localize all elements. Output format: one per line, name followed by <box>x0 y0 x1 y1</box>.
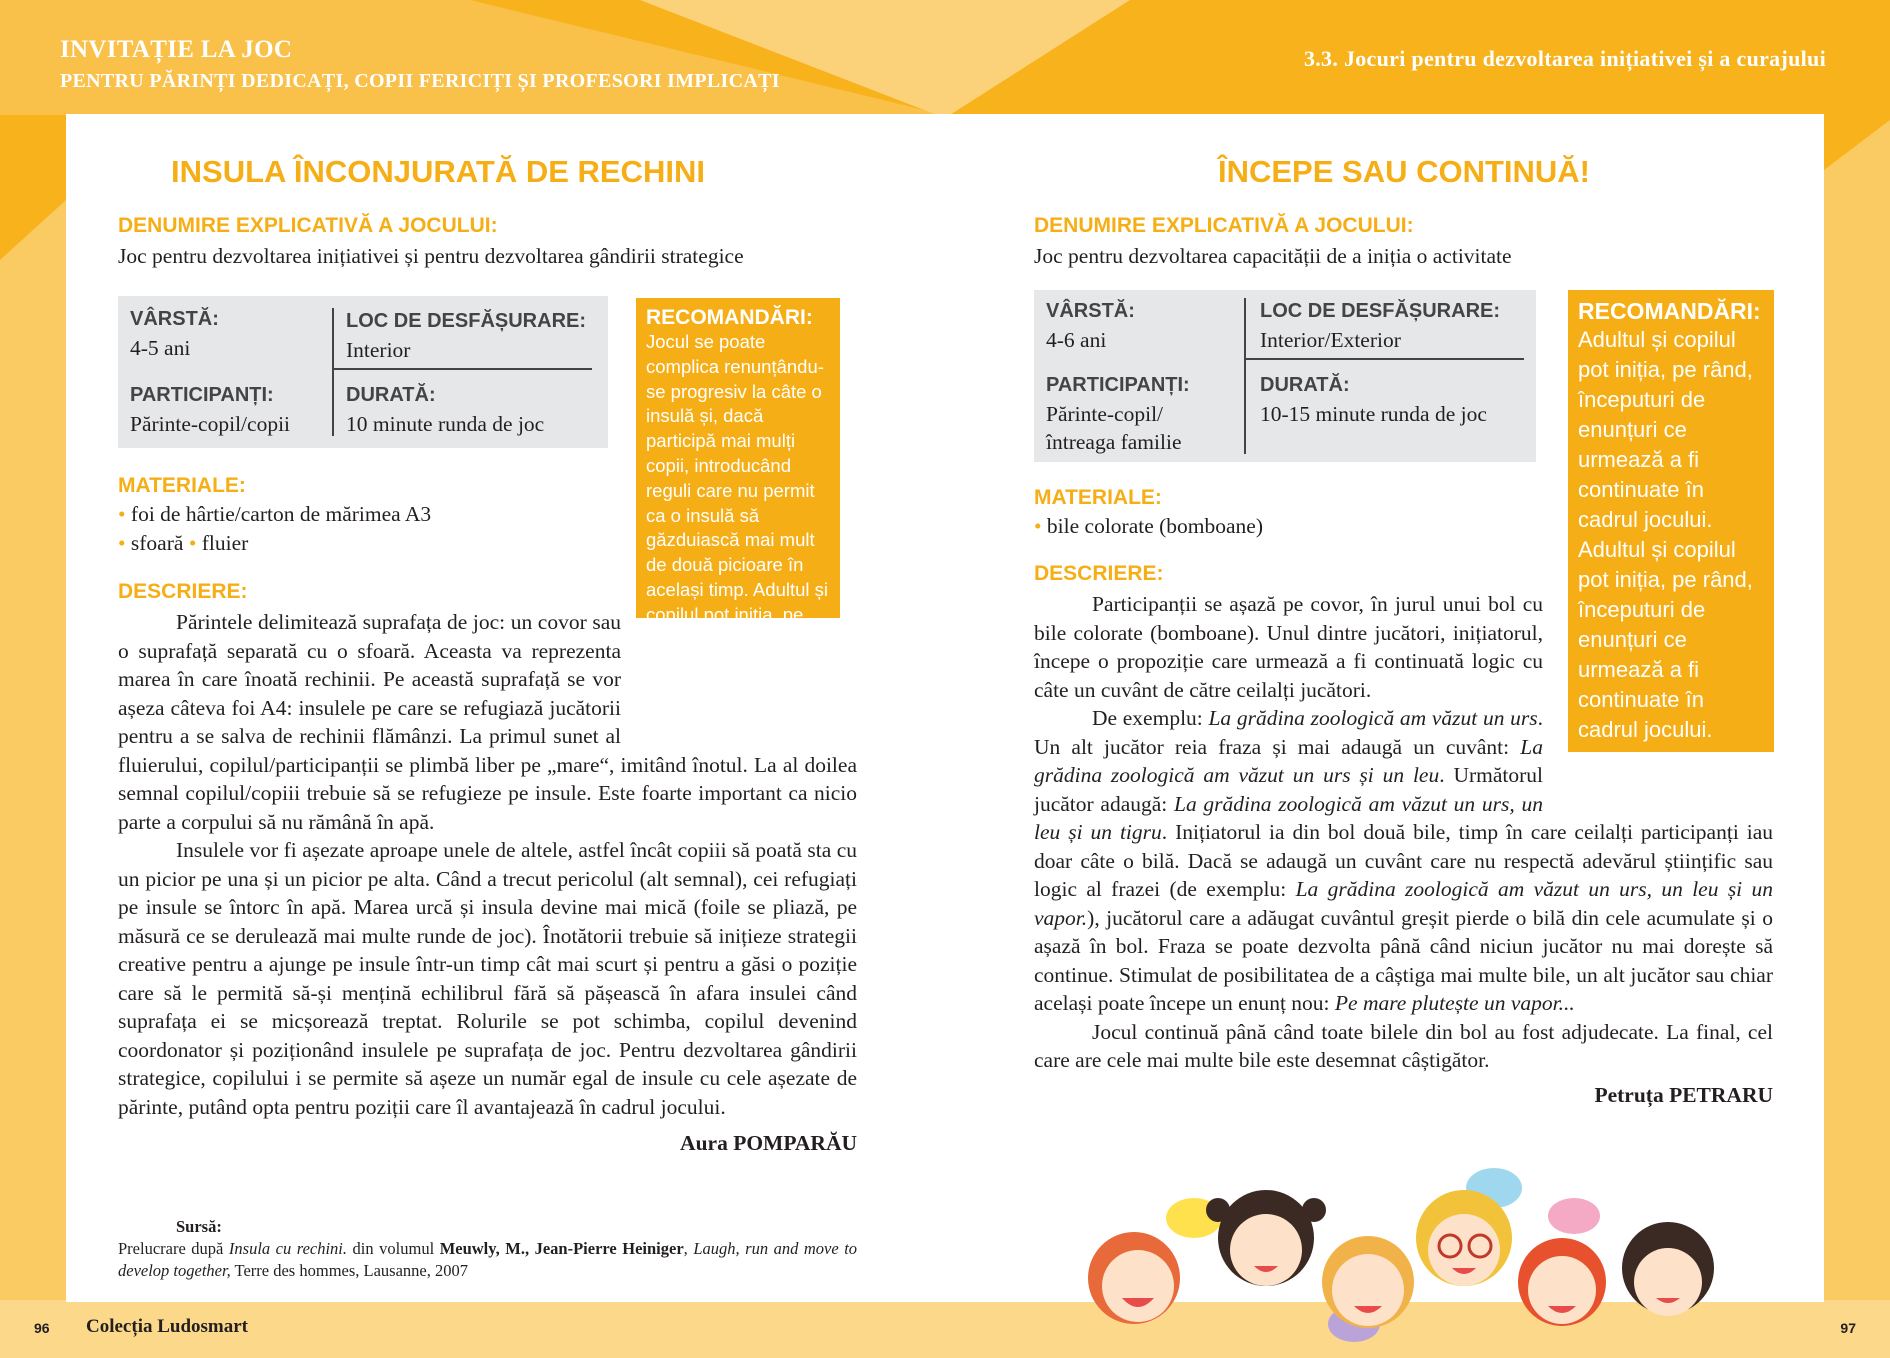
right-materials-list <box>1034 512 1263 541</box>
page-number-left: 96 <box>34 1320 50 1336</box>
right-desc-paragraph-3: Jocul continuă până când toate bilele din bol au fost adjudecate. La final, cel care are cele mai multe bile este desemnat câștigător. <box>1034 1019 1773 1072</box>
info-divider-horizontal <box>1244 358 1524 360</box>
material-item: • foi de hârtie/carton de mărimea A3 <box>118 502 432 526</box>
left-game-title: INSULA ÎNCONJURATĂ DE RECHINI <box>171 154 705 189</box>
child-face-icon <box>1416 1190 1512 1286</box>
material-item: • sfoară • fluier <box>118 530 249 555</box>
child-face-icon <box>1518 1238 1606 1326</box>
info-divider-vertical <box>1244 298 1246 454</box>
left-rec-text: Jocul se poate complica renunțându-se progresiv la câte o insulă și, dacă participă mai mulți copii, introducând reguli care nu permit ca o insulă să găzduiască mai mult de două picioare în același timp. Adultul și copilul pot iniția, pe rând, începuturi de enunțuri ce urmează a fi continuate în cadrul jocului. <box>646 331 831 724</box>
child-face-icon <box>1088 1232 1180 1324</box>
left-desc-paragraph-1: Părintele delimitează suprafața de joc: un covor sau o suprafață separată cu o sfoară. Aceasta va reprezenta marea în care înoată rechinii. Pe această suprafață se vor așeza câteva foi A4: insulele pe care se refugiază jucătorii pentru a se salva de rechinii flămânzi. La primul sunet al fluierului, copilul/participanții se plimbă liber pe „mare“, imitând înotul. La al doilea semnal copilul/copiii trebuie să se refugieze pe insule. Este foarte important ca nicio parte a corpului să nu rămână în apă. <box>118 610 857 834</box>
left-explain-heading: DENUMIRE EXPLICATIVĂ A JOCULUI: <box>118 214 498 237</box>
left-description <box>118 608 857 1158</box>
left-author: Aura POMPARĂU <box>680 1131 857 1155</box>
age-value: 4-5 ani <box>130 336 191 360</box>
left-description-heading: DESCRIERE: <box>118 580 248 603</box>
source-heading: Sursă: <box>176 1217 222 1236</box>
material-item: • bile colorate (bomboane) <box>1034 514 1264 538</box>
right-info-box <box>1034 290 1536 462</box>
age-value: 4-6 ani <box>1046 328 1107 352</box>
left-recommendations-box <box>636 298 840 724</box>
right-rec-text: Adultul și copilul pot iniția, pe rând, începuturi de enunțuri ce urmează a fi continuate în cadrul jocului. Adultul și copilul pot iniția, pe rând, începuturi de enunțuri ce urmează a fi continuate în cadrul jocului. <box>1578 327 1753 742</box>
duration-label: DURATĂ: <box>346 384 436 406</box>
right-description <box>1034 590 1773 1109</box>
right-desc-paragraph-2: De exemplu: La grădina zoologică am văzut un urs. Un alt jucător reia fraza și mai adaugă un cuvânt: La grădina zoologică am văzut un urs și un leu. Următorul jucător adaugă: La grădina zoologică am văzut un urs, un leu și un tigru. Inițiatorul ia din bol două bile, timp în care ceilalți participanți iau doar câte o bilă. Dacă se adaugă un cuvânt care nu respectă adevărul științific sau logic al frazei (de exemplu: La grădina zoologică am văzut un urs, un leu și un vapor.), jucătorul care a adăugat cuvântul greșit pierde o bilă din cele acumulate și o așază în bol. Fraza se poate dezvolta până când niciun jucător nu mai dorește să continue. Stimulat de posibilitatea de a câștiga mai multe bile, un alt jucător sau chiar același poate începe un enunț nou: Pe mare plutește un vapor... <box>1034 706 1774 1015</box>
left-desc-paragraph-2: Insulele vor fi așezate aproape unele de altele, astfel încât copiii să poată sta cu un picior pe una și un picior pe alta. Când a trecut pericolul (alt semnal), cei refugiați pe insule se întorc în apă. Marea urcă și insula devine mai mică (foile se pliază, pe măsură ce se derulează mai multe runde de joc). Înotătorii trebuie să inițieze strategii creative pentru a ajunge pe insule într-un timp cât mai scurt și pentru a găsi o poziție care să le permită să-și mențină echilibrul fără să pășească în afara insulei când suprafața ei se micșorează treptat. Rolurile se pot schimba, copilul devenind coordonator și poziționând insulele pe suprafața de joc. Pentru dezvoltarea gândirii strategice, copilului i se permite să așeze un număr egal de insule cu cele așezate de părinte, putând opta pentru poziții care îl avantajează în cadrul jocului. <box>118 838 857 1119</box>
speech-bubble-icon <box>1548 1198 1600 1234</box>
place-label: LOC DE DESFĂȘURARE: <box>1260 300 1501 322</box>
right-author: Petruța PETRARU <box>1594 1082 1773 1107</box>
left-materials-heading: MATERIALE: <box>118 474 246 497</box>
participants-label: PARTICIPANȚI: <box>1046 374 1190 396</box>
participants-value: Părinte-copil/ întreaga familie <box>1046 402 1182 454</box>
bullet-icon: • <box>1034 514 1047 538</box>
child-face-icon <box>1322 1236 1414 1328</box>
right-materials-heading: MATERIALE: <box>1034 486 1162 509</box>
duration-value: 10-15 minute runda de joc <box>1260 402 1487 426</box>
age-label: VÂRSTĂ: <box>130 308 219 330</box>
right-explain-heading: DENUMIRE EXPLICATIVĂ A JOCULUI: <box>1034 214 1414 237</box>
header-subtitle: PENTRU PĂRINȚI DEDICAȚI, COPII FERICIȚI ȘI PROFESORI IMPLICAȚI <box>60 70 780 92</box>
place-label: LOC DE DESFĂȘURARE: <box>346 310 587 332</box>
right-rec-title: RECOMANDĂRI: <box>1578 298 1761 324</box>
info-divider-vertical <box>332 308 334 436</box>
bullet-icon: • <box>118 502 131 526</box>
child-face-icon <box>1206 1190 1326 1286</box>
collection-name: Colecția Ludosmart <box>86 1316 249 1337</box>
left-materials-list <box>118 500 431 557</box>
right-description-heading: DESCRIERE: <box>1034 562 1164 585</box>
header-section-title: 3.3. Jocuri pentru dezvoltarea inițiativei și a curajului <box>1303 46 1826 71</box>
left-info-box <box>118 296 608 448</box>
page-spread <box>66 114 1824 1302</box>
left-rec-title: RECOMANDĂRI: <box>646 306 813 329</box>
page-number-right: 97 <box>1840 1320 1856 1336</box>
age-label: VÂRSTĂ: <box>1046 300 1135 322</box>
children-illustration <box>1054 1158 1774 1358</box>
participants-value: Părinte-copil/copii <box>130 412 291 436</box>
participants-label: PARTICIPANȚI: <box>130 384 274 406</box>
place-value: Interior/Exterior <box>1260 328 1401 352</box>
bullet-icon: • <box>118 530 131 555</box>
duration-label: DURATĂ: <box>1260 374 1350 396</box>
bullet-icon: • <box>188 530 202 555</box>
left-source <box>118 1216 857 1282</box>
info-divider-horizontal <box>332 368 592 370</box>
header-title: INVITAȚIE LA JOC <box>60 36 293 63</box>
left-explain-text: Joc pentru dezvoltarea inițiativei și pentru dezvoltarea gândirii strategice <box>118 244 744 268</box>
place-value: Interior <box>346 338 411 362</box>
duration-value: 10 minute runda de joc <box>346 412 545 436</box>
right-desc-paragraph-1: Participanții se așază pe covor, în jurul unui bol cu bile colorate (bomboane). Unul dintre jucători, inițiatorul, începe o propoziție care urmează a fi continuată logic cu câte un cuvânt de către ceilalți jucători. <box>1034 592 1543 702</box>
right-explain-text: Joc pentru dezvoltarea capacității de a iniția o activitate <box>1034 244 1512 268</box>
right-game-title: ÎNCEPE SAU CONTINUĂ! <box>1217 154 1590 189</box>
source-text: Prelucrare după Insula cu rechini. din volumul Meuwly, M., Jean-Pierre Heiniger, Laugh, run and move to develop together, Terre des hommes, Lausanne, 2007 <box>118 1239 858 1280</box>
child-face-icon <box>1622 1222 1714 1316</box>
